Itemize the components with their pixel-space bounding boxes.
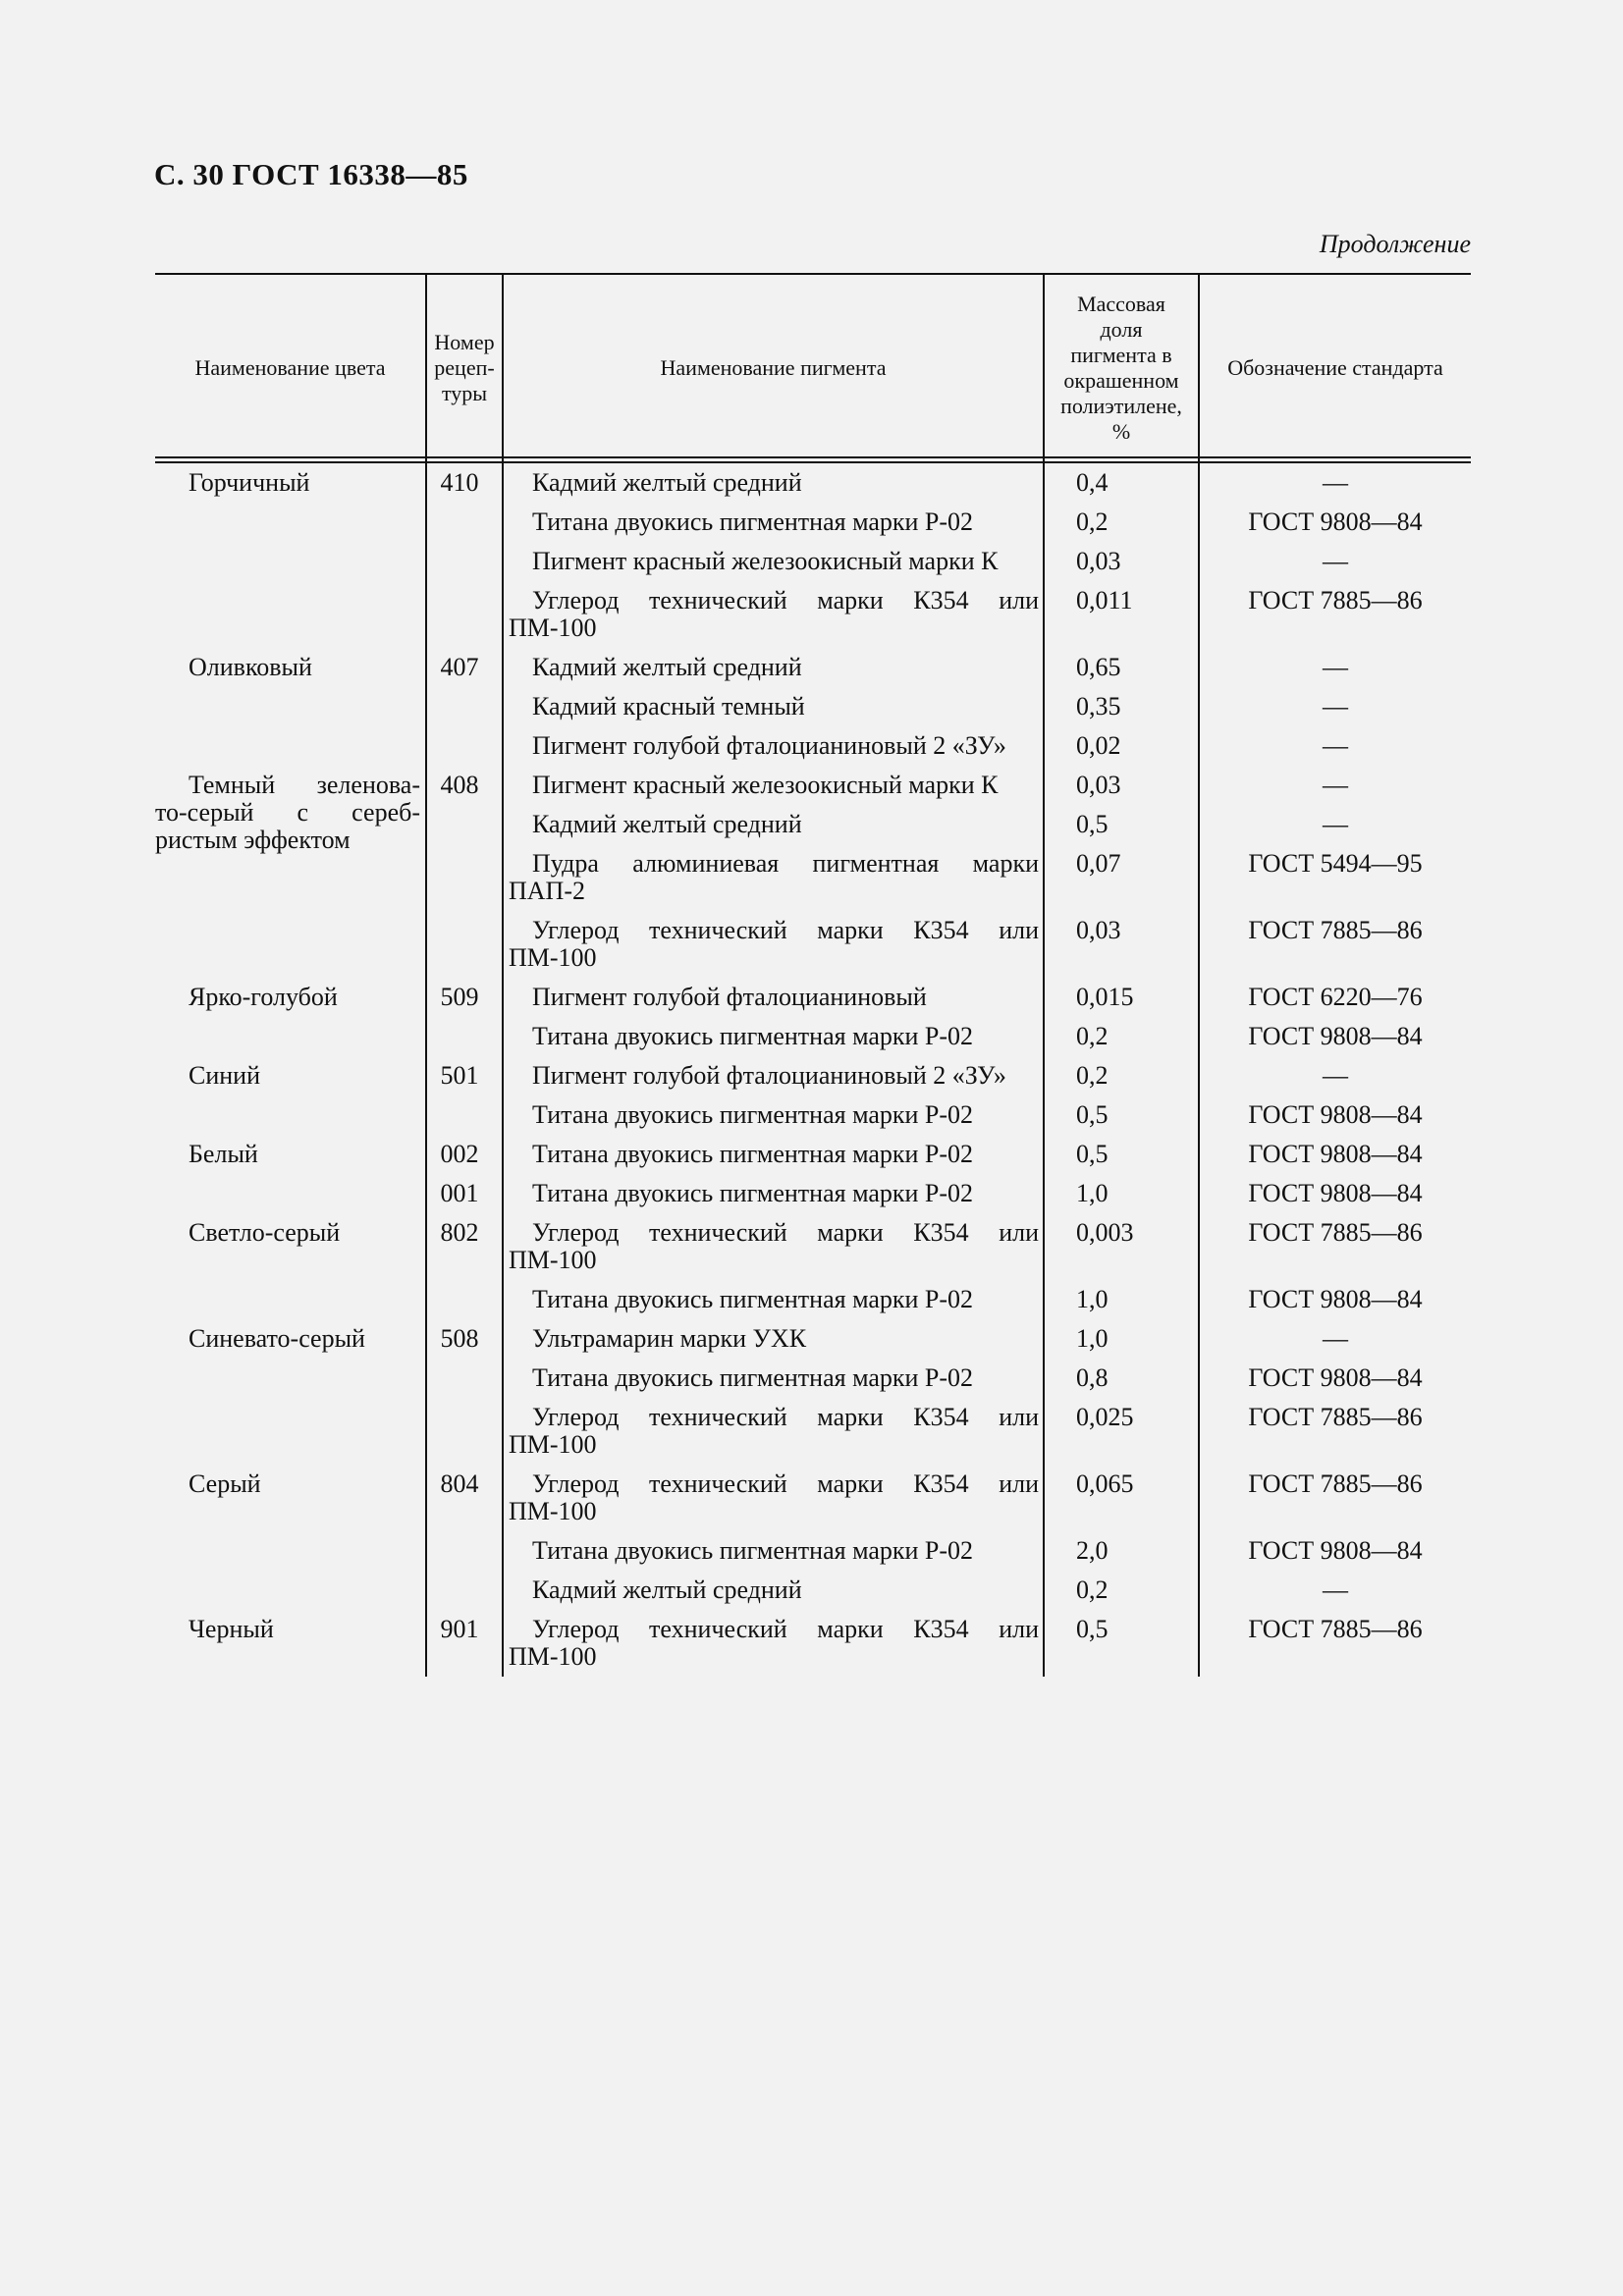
color-name-cell: Синий xyxy=(189,1061,260,1090)
mass-fraction-cell: 0,35 xyxy=(1076,692,1121,721)
pigment-line: Титана двуокись пигментная марки Р-02 xyxy=(532,1100,974,1129)
mass-fraction-cell: 0,02 xyxy=(1076,731,1121,760)
pigment-name-cell xyxy=(509,1286,1039,1313)
pigment-name-cell xyxy=(509,772,1039,799)
mass-fraction-cell: 0,065 xyxy=(1076,1469,1134,1498)
recipe-number-cell: 901 xyxy=(440,1615,479,1643)
header-pigment: Наименование пигмента xyxy=(660,355,887,380)
pigment-name-cell xyxy=(509,850,1039,905)
recipe-number-cell: 408 xyxy=(440,771,479,799)
standard-cell: ГОСТ 9808—84 xyxy=(1248,1100,1423,1129)
pigment-line: Ультрамарин марки УХК xyxy=(532,1324,807,1353)
pigment-line: Кадмий желтый средний xyxy=(532,1575,802,1604)
pigment-name-cell xyxy=(509,917,1039,972)
mass-fraction-cell: 1,0 xyxy=(1076,1285,1109,1313)
pigment-line: ПМ-100 xyxy=(509,1497,597,1525)
standard-cell: ГОСТ 7885—86 xyxy=(1248,1615,1423,1643)
recipe-number-cell: 802 xyxy=(440,1218,479,1247)
pigment-line: Кадмий желтый средний xyxy=(532,810,802,838)
color-name-line: Темный зеленова- xyxy=(189,771,420,799)
mass-fraction-cell: 0,5 xyxy=(1076,1615,1109,1643)
pigment-line: Кадмий желтый средний xyxy=(532,653,802,681)
pigment-line: Титана двуокись пигментная марки Р-02 xyxy=(532,1363,974,1392)
mass-fraction-cell: 0,03 xyxy=(1076,547,1121,575)
standard-cell: — xyxy=(1323,810,1348,838)
mass-fraction-cell: 1,0 xyxy=(1076,1179,1109,1207)
pigment-line: Углерод технический марки К354 или xyxy=(532,1403,1039,1431)
recipe-number-cell: 509 xyxy=(440,983,479,1011)
recipe-number-cell: 410 xyxy=(440,468,479,497)
pigment-table xyxy=(155,273,1471,1677)
mass-fraction-cell: 0,2 xyxy=(1076,507,1109,536)
pigment-name-cell xyxy=(509,732,1039,760)
standard-cell: ГОСТ 6220—76 xyxy=(1248,983,1423,1011)
pigment-line: Титана двуокись пигментная марки Р-02 xyxy=(532,1179,974,1207)
standard-cell: — xyxy=(1323,771,1348,799)
standard-cell: ГОСТ 9808—84 xyxy=(1248,1140,1423,1168)
pigment-line: Углерод технический марки К354 или xyxy=(532,586,1039,614)
column-divider xyxy=(502,273,504,1677)
mass-fraction-cell: 0,03 xyxy=(1076,916,1121,944)
mass-fraction-cell: 0,003 xyxy=(1076,1218,1134,1247)
pigment-line: Углерод технический марки К354 или xyxy=(532,916,1039,944)
recipe-number-cell: 508 xyxy=(440,1324,479,1353)
recipe-number-cell: 002 xyxy=(440,1140,479,1168)
standard-cell: ГОСТ 9808—84 xyxy=(1248,1022,1423,1050)
standard-cell: ГОСТ 7885—86 xyxy=(1248,1403,1423,1431)
mass-fraction-cell: 0,65 xyxy=(1076,653,1121,681)
recipe-number-cell: 804 xyxy=(440,1469,479,1498)
mass-fraction-cell: 0,011 xyxy=(1076,586,1133,614)
pigment-name-cell xyxy=(509,1023,1039,1050)
pigment-name-cell xyxy=(509,1616,1039,1671)
pigment-name-cell xyxy=(509,1576,1039,1604)
color-name-cell: Белый xyxy=(189,1140,258,1168)
header-color: Наименование цвета xyxy=(194,355,386,380)
mass-fraction-cell: 0,2 xyxy=(1076,1061,1109,1090)
continuation-label: Продолжение xyxy=(1319,230,1471,258)
pigment-name-cell xyxy=(509,587,1039,642)
pigment-line: Пигмент голубой фталоцианиновый xyxy=(532,983,927,1011)
standard-cell: ГОСТ 5494—95 xyxy=(1248,849,1423,878)
color-name-cell: Оливковый xyxy=(189,653,312,681)
pigment-line: Углерод технический марки К354 или xyxy=(532,1218,1039,1247)
pigment-name-cell xyxy=(509,1062,1039,1090)
pigment-line: Титана двуокись пигментная марки Р-02 xyxy=(532,1536,974,1565)
standard-cell: — xyxy=(1323,547,1348,575)
standard-cell: ГОСТ 7885—86 xyxy=(1248,1218,1423,1247)
pigment-name-cell xyxy=(509,508,1039,536)
mass-fraction-cell: 1,0 xyxy=(1076,1324,1109,1353)
mass-fraction-cell: 0,07 xyxy=(1076,849,1121,878)
color-name-cell: Ярко-голубой xyxy=(189,983,338,1011)
mass-fraction-cell: 0,8 xyxy=(1076,1363,1109,1392)
color-name-cell: Синевато-серый xyxy=(189,1324,365,1353)
pigment-line: ПАП-2 xyxy=(509,877,585,905)
pigment-line: Кадмий красный темный xyxy=(532,692,805,721)
mass-fraction-cell: 2,0 xyxy=(1076,1536,1109,1565)
pigment-name-cell xyxy=(509,811,1039,838)
standard-cell: — xyxy=(1323,1575,1348,1604)
recipe-number-cell: 407 xyxy=(440,653,479,681)
mass-fraction-cell: 0,025 xyxy=(1076,1403,1134,1431)
mass-fraction-cell: 0,2 xyxy=(1076,1575,1109,1604)
color-name-cell: Черный xyxy=(189,1615,274,1643)
mass-fraction-cell: 0,015 xyxy=(1076,983,1134,1011)
color-name-line: ристым эффектом xyxy=(155,826,351,854)
standard-cell: — xyxy=(1323,1324,1348,1353)
page-header: С. 30 ГОСТ 16338—85 xyxy=(154,157,468,191)
mass-fraction-cell: 0,4 xyxy=(1076,468,1109,497)
pigment-line: Титана двуокись пигментная марки Р-02 xyxy=(532,1140,974,1168)
pigment-name-cell xyxy=(509,1537,1039,1565)
pigment-line: Титана двуокись пигментная марки Р-02 xyxy=(532,1285,974,1313)
pigment-name-cell xyxy=(509,548,1039,575)
standard-cell: — xyxy=(1323,731,1348,760)
standard-cell: ГОСТ 9808—84 xyxy=(1248,1179,1423,1207)
pigment-line: Пудра алюминиевая пигментная марки xyxy=(532,849,1039,878)
mass-fraction-cell: 0,5 xyxy=(1076,810,1109,838)
mass-fraction-cell: 0,03 xyxy=(1076,771,1121,799)
header-mass: Массовая доля пигмента в окрашенном полиэтилене, % xyxy=(1060,292,1182,444)
mass-fraction-cell: 0,5 xyxy=(1076,1100,1109,1129)
standard-cell: ГОСТ 7885—86 xyxy=(1248,916,1423,944)
pigment-line: Пигмент красный железоокисный марки К xyxy=(532,547,999,575)
color-name-line: то-серый с сереб- xyxy=(155,798,420,827)
standard-cell: — xyxy=(1323,653,1348,681)
standard-cell: ГОСТ 9808—84 xyxy=(1248,1285,1423,1313)
pigment-name-cell xyxy=(509,984,1039,1011)
column-divider xyxy=(1043,273,1045,1677)
pigment-name-cell xyxy=(509,1325,1039,1353)
header-standard: Обозначение стандарта xyxy=(1227,355,1443,380)
pigment-line: Титана двуокись пигментная марки Р-02 xyxy=(532,1022,974,1050)
standard-cell: ГОСТ 9808—84 xyxy=(1248,1363,1423,1392)
pigment-line: ПМ-100 xyxy=(509,614,597,642)
pigment-name-cell xyxy=(509,1470,1039,1525)
standard-cell: — xyxy=(1323,692,1348,721)
recipe-number-cell: 001 xyxy=(440,1179,479,1207)
pigment-line: Титана двуокись пигментная марки Р-02 xyxy=(532,507,974,536)
pigment-name-cell xyxy=(509,1141,1039,1168)
pigment-name-cell xyxy=(509,1219,1039,1274)
color-name-cell: Серый xyxy=(189,1469,261,1498)
pigment-line: Углерод технический марки К354 или xyxy=(532,1469,1039,1498)
color-name-cell: Горчичный xyxy=(189,468,310,497)
pigment-line: Пигмент голубой фталоцианиновый 2 «ЗУ» xyxy=(532,1061,1006,1090)
pigment-line: ПМ-100 xyxy=(509,943,597,972)
header-rule-2 xyxy=(155,461,1471,463)
pigment-line: Углерод технический марки К354 или xyxy=(532,1615,1039,1643)
mass-fraction-cell: 0,2 xyxy=(1076,1022,1109,1050)
pigment-line: Пигмент голубой фталоцианиновый 2 «ЗУ» xyxy=(532,731,1006,760)
mass-fraction-cell: 0,5 xyxy=(1076,1140,1109,1168)
standard-cell: ГОСТ 9808—84 xyxy=(1248,1536,1423,1565)
pigment-line: ПМ-100 xyxy=(509,1642,597,1671)
pigment-name-cell xyxy=(509,654,1039,681)
pigment-name-cell xyxy=(509,1180,1039,1207)
standard-cell: — xyxy=(1323,468,1348,497)
header-number: Номер рецеп- туры xyxy=(434,330,495,405)
standard-cell: ГОСТ 7885—86 xyxy=(1248,586,1423,614)
pigment-name-cell xyxy=(509,1101,1039,1129)
standard-cell: — xyxy=(1323,1061,1348,1090)
pigment-line: ПМ-100 xyxy=(509,1246,597,1274)
standard-cell: ГОСТ 9808—84 xyxy=(1248,507,1423,536)
color-name-cell xyxy=(155,772,420,854)
recipe-number-cell: 501 xyxy=(440,1061,479,1090)
pigment-line: Кадмий желтый средний xyxy=(532,468,802,497)
pigment-name-cell xyxy=(509,1364,1039,1392)
pigment-line: ПМ-100 xyxy=(509,1430,597,1459)
pigment-line: Пигмент красный железоокисный марки К xyxy=(532,771,999,799)
pigment-name-cell xyxy=(509,469,1039,497)
pigment-name-cell xyxy=(509,1404,1039,1459)
color-name-cell: Светло-серый xyxy=(189,1218,341,1247)
pigment-name-cell xyxy=(509,693,1039,721)
standard-cell: ГОСТ 7885—86 xyxy=(1248,1469,1423,1498)
